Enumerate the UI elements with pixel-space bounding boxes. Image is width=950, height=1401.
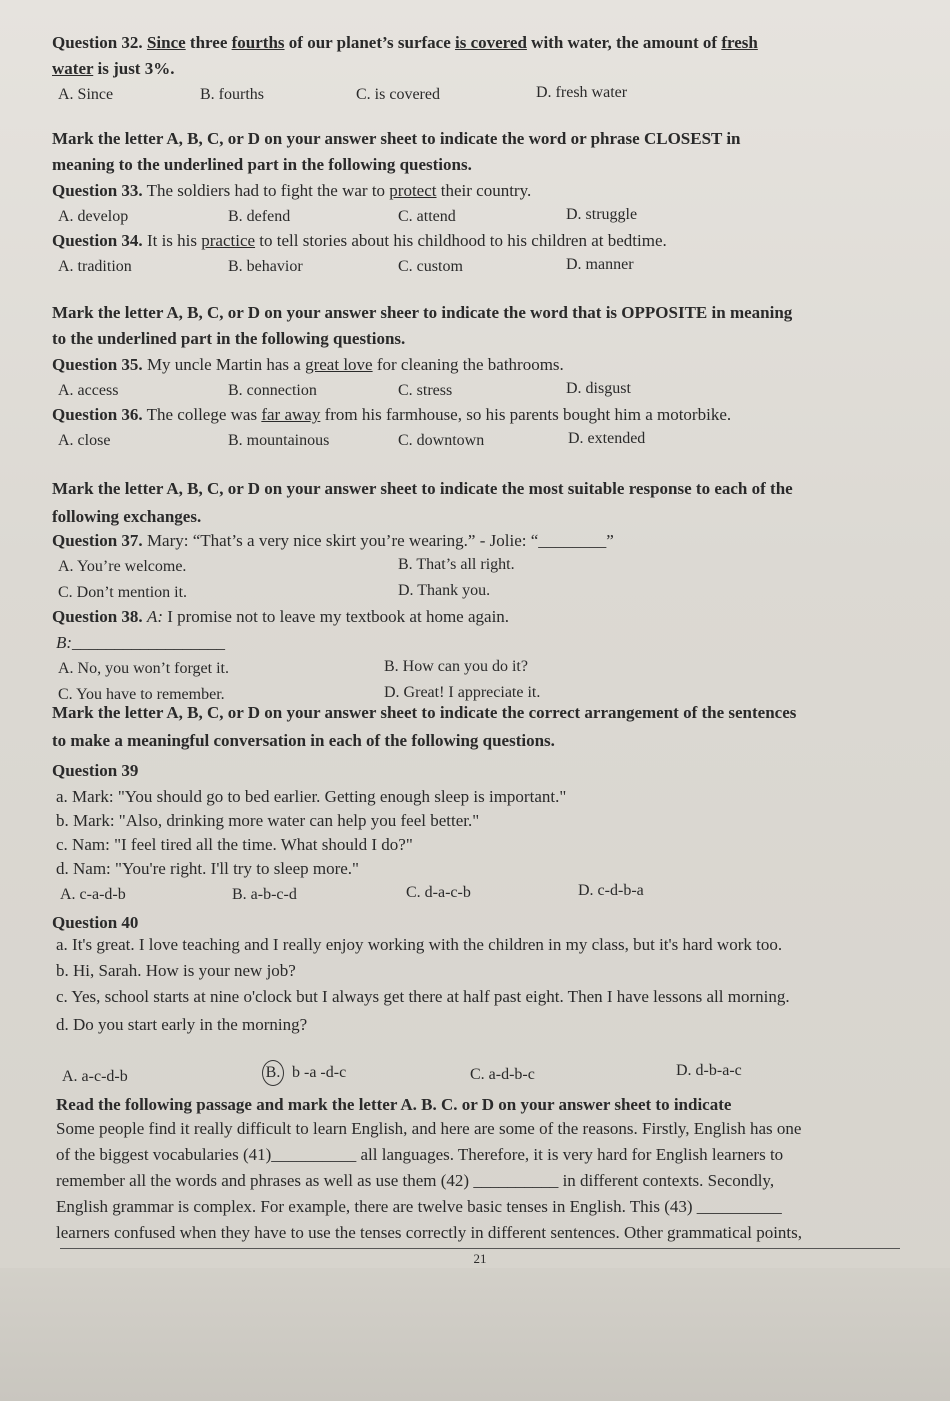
q32-underline-d: fresh [721, 33, 758, 52]
q36-option-a[interactable]: A. close [58, 432, 111, 449]
q32-stem [52, 32, 758, 54]
q40-option-c[interactable]: C. a-d-b-c [470, 1066, 535, 1083]
q32-underline-a: Since [146, 33, 186, 52]
q40-line-b: b. Hi, Sarah. How is your new job? [56, 961, 296, 980]
q32-option-d[interactable]: D. fresh water [536, 84, 628, 101]
q37-option-c[interactable]: C. Don’t mention it. [58, 584, 188, 601]
q32-stem-line2 [52, 58, 174, 80]
instruction-response-line2: following exchanges. [52, 507, 202, 526]
passage-line-1: Some people find it really difficult to learn English, and here are some of the reasons. Firstly, English has one [56, 1119, 802, 1138]
instruction-opposite-line2: to the underlined part in the following questions. [52, 329, 406, 348]
q36-option-c[interactable]: C. downtown [398, 432, 485, 449]
q38-stem [52, 606, 509, 628]
q34-option-a[interactable]: A. tradition [58, 258, 132, 275]
q34-option-c[interactable]: C. custom [398, 258, 463, 275]
q34-option-d[interactable]: D. manner [566, 256, 634, 273]
q39-option-c[interactable]: C. d-a-c-b [406, 884, 471, 901]
q36-pre: The college was [142, 405, 262, 424]
q35-pre: My uncle Martin has a [142, 355, 306, 374]
q35-underlined: great love [305, 355, 373, 374]
q39-line-a: a. Mark: "You should go to bed earlier. Getting enough sleep is important." [56, 787, 567, 806]
q40-option-b-circled-mark: B. [262, 1060, 284, 1086]
q32-text-4: is just 3%. [93, 59, 175, 78]
q32-text-3: with water, the amount of [526, 33, 722, 52]
q40-option-d[interactable]: D. d-b-a-c [676, 1062, 742, 1079]
q38-label: Question 38. [52, 607, 143, 626]
q37-text: Mary: “That’s a very nice skirt you’re wearing.” - Jolie: “________” [142, 531, 614, 550]
instruction-arrange-line2: to make a meaningful conversation in each of the following questions. [52, 731, 555, 750]
q39-line-c: c. Nam: "I feel tired all the time. What should I do?" [56, 835, 413, 854]
q33-option-a[interactable]: A. develop [58, 208, 129, 225]
q34-post: to tell stories about his childhood to his children at bedtime. [255, 231, 667, 250]
q34-stem [52, 230, 667, 252]
q35-option-a[interactable]: A. access [58, 382, 119, 399]
q37-stem [52, 530, 614, 552]
q38-option-c[interactable]: C. You have to remember. [58, 686, 225, 703]
q33-underlined: protect [389, 181, 437, 200]
q32-underline-d2: water [52, 59, 94, 78]
q33-label: Question 33. [52, 181, 143, 200]
q32-underline-b: fourths [231, 33, 285, 52]
q40-option-b-text: b -a -d-c [288, 1064, 347, 1081]
q34-pre: It is his [142, 231, 202, 250]
passage-line-2: of the biggest vocabularies (41)__________ all languages. Therefore, it is very hard for English learners to [56, 1145, 784, 1164]
q35-option-d[interactable]: D. disgust [566, 380, 631, 397]
q33-stem [52, 180, 531, 202]
q38-response-line [56, 632, 225, 654]
q33-option-c[interactable]: C. attend [398, 208, 456, 225]
q32-underline-c: is covered [455, 33, 527, 52]
q33-pre: The soldiers had to fight the war to [142, 181, 390, 200]
q40-line-c: c. Yes, school starts at nine o'clock but I always get there at half past eight. Then I have lessons all morning. [56, 987, 790, 1006]
instruction-response-line1: Mark the letter A, B, C, or D on your answer sheet to indicate the most suitable response to each of the [52, 479, 793, 498]
q39-line-b: b. Mark: "Also, drinking more water can help you feel better." [56, 811, 480, 830]
passage-line-5: learners confused when they have to use the tenses correctly in different sentences. Other grammatical points, [56, 1223, 802, 1242]
q40-line-a: a. It's great. I love teaching and I really enjoy working with the children in my class, but it's hard work too. [56, 935, 783, 954]
q36-stem [52, 404, 731, 426]
q32-option-a[interactable]: A. Since [58, 86, 114, 103]
q34-label: Question 34. [52, 231, 143, 250]
q37-option-d[interactable]: D. Thank you. [398, 582, 491, 599]
q37-label: Question 37. [52, 531, 143, 550]
q35-option-b[interactable]: B. connection [228, 382, 317, 399]
q39-line-d: d. Nam: "You're right. I'll try to sleep more." [56, 859, 359, 878]
q38-blank: __________________ [72, 633, 226, 652]
passage-line-3: remember all the words and phrases as well as use them (42) __________ in different contexts. Secondly, [56, 1171, 775, 1190]
page-number: 21 [60, 1248, 900, 1267]
q40-option-a[interactable]: A. a-c-d-b [62, 1068, 128, 1085]
instruction-closest-line2: meaning to the underlined part in the following questions. [52, 155, 472, 174]
instruction-closest-line1: Mark the letter A, B, C, or D on your answer sheet to indicate the word or phrase CLOSEST in [52, 129, 741, 148]
q40-option-b[interactable] [262, 1060, 346, 1086]
q38-speaker-a: A: [146, 607, 163, 626]
q38-option-b[interactable]: B. How can you do it? [384, 658, 528, 675]
page-bottom-margin [0, 1268, 950, 1401]
q32-option-c[interactable]: C. is covered [356, 86, 440, 103]
q38-option-d[interactable]: D. Great! I appreciate it. [384, 684, 541, 701]
q37-option-a[interactable]: A. You’re welcome. [58, 558, 187, 575]
q38-option-a[interactable]: A. No, you won’t forget it. [58, 660, 229, 677]
q32-label: Question 32. [52, 33, 143, 52]
passage-line-4: English grammar is complex. For example, there are twelve basic tenses in English. This (43) __________ [56, 1197, 782, 1216]
q39-option-b[interactable]: B. a-b-c-d [232, 886, 297, 903]
q40-label: Question 40 [52, 913, 139, 932]
instruction-opposite-line1: Mark the letter A, B, C, or D on your answer sheer to indicate the word that is OPPOSITE in meaning [52, 303, 793, 322]
q37-option-b[interactable]: B. That’s all right. [398, 556, 515, 573]
q35-post: for cleaning the bathrooms. [372, 355, 564, 374]
q32-option-b[interactable]: B. fourths [200, 86, 264, 103]
q33-option-b[interactable]: B. defend [228, 208, 291, 225]
q32-text-2: of our planet’s surface [284, 33, 455, 52]
q36-option-b[interactable]: B. mountainous [228, 432, 330, 449]
q35-label: Question 35. [52, 355, 143, 374]
q34-underlined: practice [201, 231, 256, 250]
q36-option-d[interactable]: D. extended [568, 430, 646, 447]
q38-speaker-b: B: [56, 633, 73, 652]
instruction-arrange-line1: Mark the letter A, B, C, or D on your answer sheet to indicate the correct arrangement of the sentences [52, 703, 797, 722]
q36-label: Question 36. [52, 405, 143, 424]
q39-option-a[interactable]: A. c-a-d-b [60, 886, 126, 903]
q35-stem [52, 354, 564, 376]
q34-option-b[interactable]: B. behavior [228, 258, 303, 275]
q33-option-d[interactable]: D. struggle [566, 206, 638, 223]
q36-underlined: far away [261, 405, 321, 424]
q33-post: their country. [436, 181, 532, 200]
q39-option-d[interactable]: D. c-d-b-a [578, 882, 644, 899]
q39-label: Question 39 [52, 761, 139, 780]
q40-line-d: d. Do you start early in the morning? [56, 1015, 308, 1034]
q36-post: from his farmhouse, so his parents bought him a motorbike. [320, 405, 732, 424]
q38-text: I promise not to leave my textbook at home again. [162, 607, 510, 626]
q32-text-1: three [185, 33, 232, 52]
passage-instruction: Read the following passage and mark the letter A. B. C. or D on your answer sheet to indicate [56, 1095, 732, 1114]
q35-option-c[interactable]: C. stress [398, 382, 453, 399]
